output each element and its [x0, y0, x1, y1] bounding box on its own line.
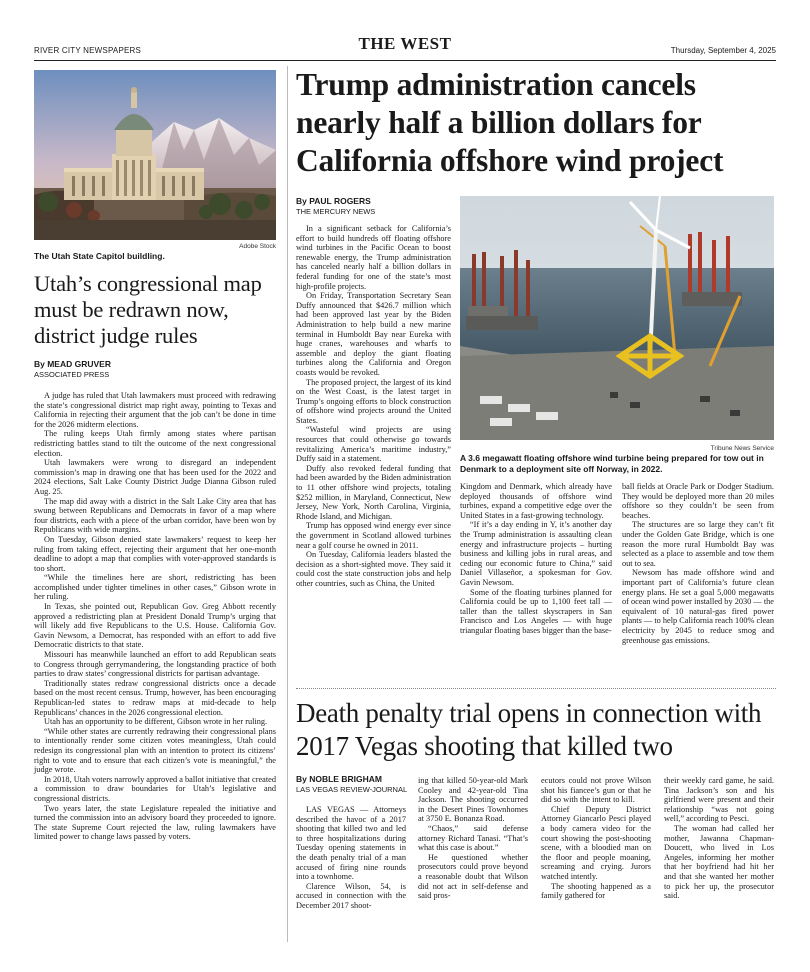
paragraph: Chief Deputy District Attorney Giancarlo Pesci played a body camera video for the court showing the post-shooting scene, with a bloodied man on the floor and people moaning, screaming and crying. Jurors watched intently.: [541, 804, 651, 881]
vegas-column-1: [296, 805, 406, 911]
paragraph: The shooting happened as a family gathered for: [541, 881, 651, 901]
vegas-column-4: [664, 776, 774, 901]
paragraph: In 2018, Utah voters narrowly approved a ballot initiative that created a commission to draw boundaries for Utah’s legislative and congressional districts.: [34, 774, 277, 803]
paragraph: On Tuesday, Gibson denied state lawmakers’ request to keep her ruling from taking effect, rejecting their argument that her one-month deadline to adopt a map that complies with voter-approved standards is too short.: [34, 534, 276, 573]
wind-organization: THE MERCURY NEWS: [296, 207, 376, 216]
photo-caption: The Utah State Capitol buildling.: [34, 251, 165, 261]
paragraph: Kingdom and Denmark, which already have deployed thousands of offshore wind turbines, expand a competitive edge over the United States in a fast-growing technology.: [460, 482, 612, 520]
vegas-headline: Death penalty trial opens in connection with 2017 Vegas shooting that killed two: [296, 698, 762, 761]
paragraph: A judge has ruled that Utah lawmakers must proceed with redrawing the state’s congressional district map right away, pointing to Texas and California in rejecting their argument that the job can’t be done in time for the 2026 midterm elections.: [34, 391, 276, 429]
paragraph: LAS VEGAS — Attorneys described the havoc of a 2017 shooting that killed two and led to three hospitalizations during Tuesday opening statements in the death penalty trial of a man accused of firing nine rounds into a townhome.: [296, 805, 406, 882]
utah-body: [34, 391, 276, 842]
paragraph: Missouri has meanwhile launched an effort to add Republican seats to Congress through gerrymandering, the longstanding practice of both parties to draw states’ congressional districts for partisan advantage.: [34, 650, 276, 679]
paragraph: On Tuesday, California leaders blasted the decision as a short-sighted move. They said it could cost the state construction jobs and help other countries, such as China, the United: [296, 550, 451, 588]
photo-credit: Adobe Stock: [239, 243, 276, 250]
column-divider: [287, 66, 288, 942]
utah-story: [34, 70, 276, 842]
wind-column-1: [296, 224, 451, 589]
paragraph: In a significant setback for California’s effort to build hundreds off floating offshore wind turbines in the Pacific Ocean to boost renewable energy, the Trump administration has canceled nearly half a billion dollars in federal funding for one of the state’s most high-profile projects.: [296, 224, 451, 291]
vegas-organization: LAS VEGAS REVIEW-JOURNAL: [296, 785, 408, 794]
utah-capitol-photo: [34, 70, 276, 240]
paragraph: ball fields at Oracle Park or Dodger Stadium. They would be deployed more than 20 miles offshore so they couldn’t be seen from beaches.: [622, 482, 774, 520]
paragraph: The map did away with a district in the Salt Lake City area that has swung between Republicans and Democrats in favor of a map where four districts, each with a piece of the urban corridor, have been won by Republicans with wide margins.: [34, 496, 276, 535]
paragraph: Traditionally states redraw congressional districts once a decade based on the most recent census. Trump, however, has been encouraging Republican-led states to redraw maps at mid-decade to help Republicans’ chances in the 2026 congressional election.: [34, 678, 276, 717]
paragraph: Clarence Wilson, 54, is accused in connection with the December 2017 shoot-: [296, 881, 406, 910]
publication-name: RIVER CITY NEWSPAPERS: [34, 46, 142, 55]
paragraph: On Friday, Transportation Secretary Sean Duffy announced that $426.7 million which had been approved last year by the Biden Administration to help build a new marine terminal in Humboldt Bay near Eureka with huge cranes, warehouses and wharfs to assemble and deploy the giant floating turbines along the California and Oregon coasts would be revoked.: [296, 291, 451, 377]
paragraph: Utah lawmakers were wrong to disregard an independent commission’s map in drawing one that has been used for the 2022 and 2024 elections, Salt Lake County District Judge Dianna Gibson ruled Aug. 25.: [34, 458, 276, 496]
vegas-column-2: [418, 776, 528, 901]
paragraph: Duffy also revoked federal funding that had been awarded by the Biden administration to 11 other offshore wind projects, totaling $252 million, in Maryland, Connecticut, New Jersey, New York, North Carolina, Virginia, Rhode Island, and Michigan.: [296, 463, 451, 521]
wind-byline-block: [296, 196, 446, 216]
wind-story: [296, 66, 776, 180]
utah-organization: ASSOCIATED PRESS: [34, 370, 110, 379]
wind-photo-caption: A 3.6 megawatt floating offshore wind turbine being prepared for tow out in Denmark to a deployment site off Norway, in 2022.: [460, 453, 764, 474]
paragraph: Newsom has made offshore wind and important part of California’s future clean energy plans. He set a goal 5,000 megawatts of ocean wind power installed by 2030 — the equivalent of 10 natural-gas fired power plants — to help California reach 100% clean electricity by 2045 to reduce smog and greenhouse gas emissions.: [622, 568, 774, 645]
paragraph: “While other states are currently redrawing their congressional plans to intentionally render some citizen votes meaningless, Utah could redesign its congressional plan with an intention to protect its citizens’ right to vote and to ensure that each citizen’s vote is meaningful,” the judge wrote.: [34, 726, 276, 775]
paragraph: The ruling keeps Utah firmly among states where partisan redistricting battles stand to tilt the outcome of the next congressional election.: [34, 429, 276, 458]
section-title: THE WEST: [358, 34, 452, 53]
vegas-column-3: [541, 776, 651, 901]
paragraph: “Wasteful wind projects are using resources that could otherwise go towards revitalizing America’s maritime industry,” Duffy said in a statement.: [296, 425, 451, 464]
paragraph: “If it’s a day ending in Y, it’s another day the Trump administration is assaulting clean energy and infrastructure projects – hurting business and killing jobs in rural areas, and ceding our economic future to China,” said Daniel Villaseñor, a spokesman for Gov. Gavin Newsom.: [460, 520, 612, 587]
utah-headline: Utah’s congressional map must be redrawn now, district judge rules: [34, 271, 262, 348]
vegas-byline-block: [296, 774, 416, 794]
wind-column-3: [622, 482, 774, 645]
paragraph: Utah has an opportunity to be different, Gibson wrote in her ruling.: [44, 717, 268, 727]
paragraph: Some of the floating turbines planned for California could be up to 1,100 feet tall — taller than the tallest skyscrapers in San Francisco and Los Angeles — with huge triangular floating bases bigger than the base-: [460, 587, 612, 635]
paragraph: “Chaos,” said defense attorney Richard Tanasi. “That’s what this case is about.”: [418, 823, 528, 853]
wind-column-2: [460, 482, 612, 636]
paragraph: In Texas, she pointed out, Republican Gov. Greg Abbott recently approved a redistricting plan at President Donald Trump’s urging that will likely add five Republicans to the U.S. House. California Gov. Gavin Newsom, a Democrat, has responded with an effort to add five Democratic districts to that state.: [34, 602, 276, 650]
issue-date: Thursday, September 4, 2025: [670, 46, 776, 55]
vegas-byline: By NOBLE BRIGHAM: [296, 774, 382, 784]
paragraph: Trump has opposed wind energy ever since the government in Scotland allowed turbines near a golf course he owned in 2011.: [296, 521, 451, 550]
paragraph: The structures are so large they can’t fit under the Golden Gate Bridge, which is one reason the more rural Humboldt Bay was selected as a place to assemble and tow them out to sea.: [622, 520, 774, 568]
paragraph: He questioned whether prosecutors could prove beyond a reasonable doubt that Wilson did not act in self-defense and said pros-: [418, 852, 528, 901]
wind-headline: Trump administration cancels nearly half a billion dollars for California offshore wind project: [296, 67, 724, 178]
masthead: [34, 34, 776, 62]
paragraph: ing that killed 50-year-old Mark Cooley and 42-year-old Tina Jackson. The shooting occurred in the Desert Pines Townhomes at 3750 E. Bonanza Road.: [418, 776, 528, 824]
story-divider: [296, 688, 776, 689]
paragraph: their weekly card game, he said. Tina Jackson’s son and his girlfriend were present and their relationship “was not going well,” according to Pesci.: [664, 776, 774, 824]
paragraph: Two years later, the state Legislature repealed the initiative and turned the commission into an advisory board they proceeded to ignore. The state Supreme Court rejected the law, ruling lawmakers have limited power to change laws passed by voters.: [34, 803, 276, 842]
paragraph: ecutors could not prove Wilson shot his fiancee’s gun or that he did so with the intent to kill.: [541, 776, 651, 805]
wind-turbine-photo: [460, 196, 774, 440]
utah-byline: By MEAD GRUVER: [34, 359, 111, 369]
paragraph: “While the timelines here are short, redistricting has been accomplished under tighter timelines in other cases,” Gibson wrote in her ruling.: [34, 573, 276, 602]
paragraph: The proposed project, the largest of its kind on the West Coast, is the latest target in Trump’s ongoing efforts to block construction of offshore wind projects around the United States.: [296, 377, 451, 425]
paragraph: The woman had called her mother, Jawanna Chapman-Doucett, who lived in Los Angeles, informing her mother that her boyfriend had hit her and that she wanted her mother to pick her up, the prosecutor said.: [664, 823, 774, 901]
masthead-rule: [34, 60, 776, 61]
wind-byline: By PAUL ROGERS: [296, 196, 371, 206]
wind-photo-credit: Tribune News Service: [710, 445, 774, 452]
